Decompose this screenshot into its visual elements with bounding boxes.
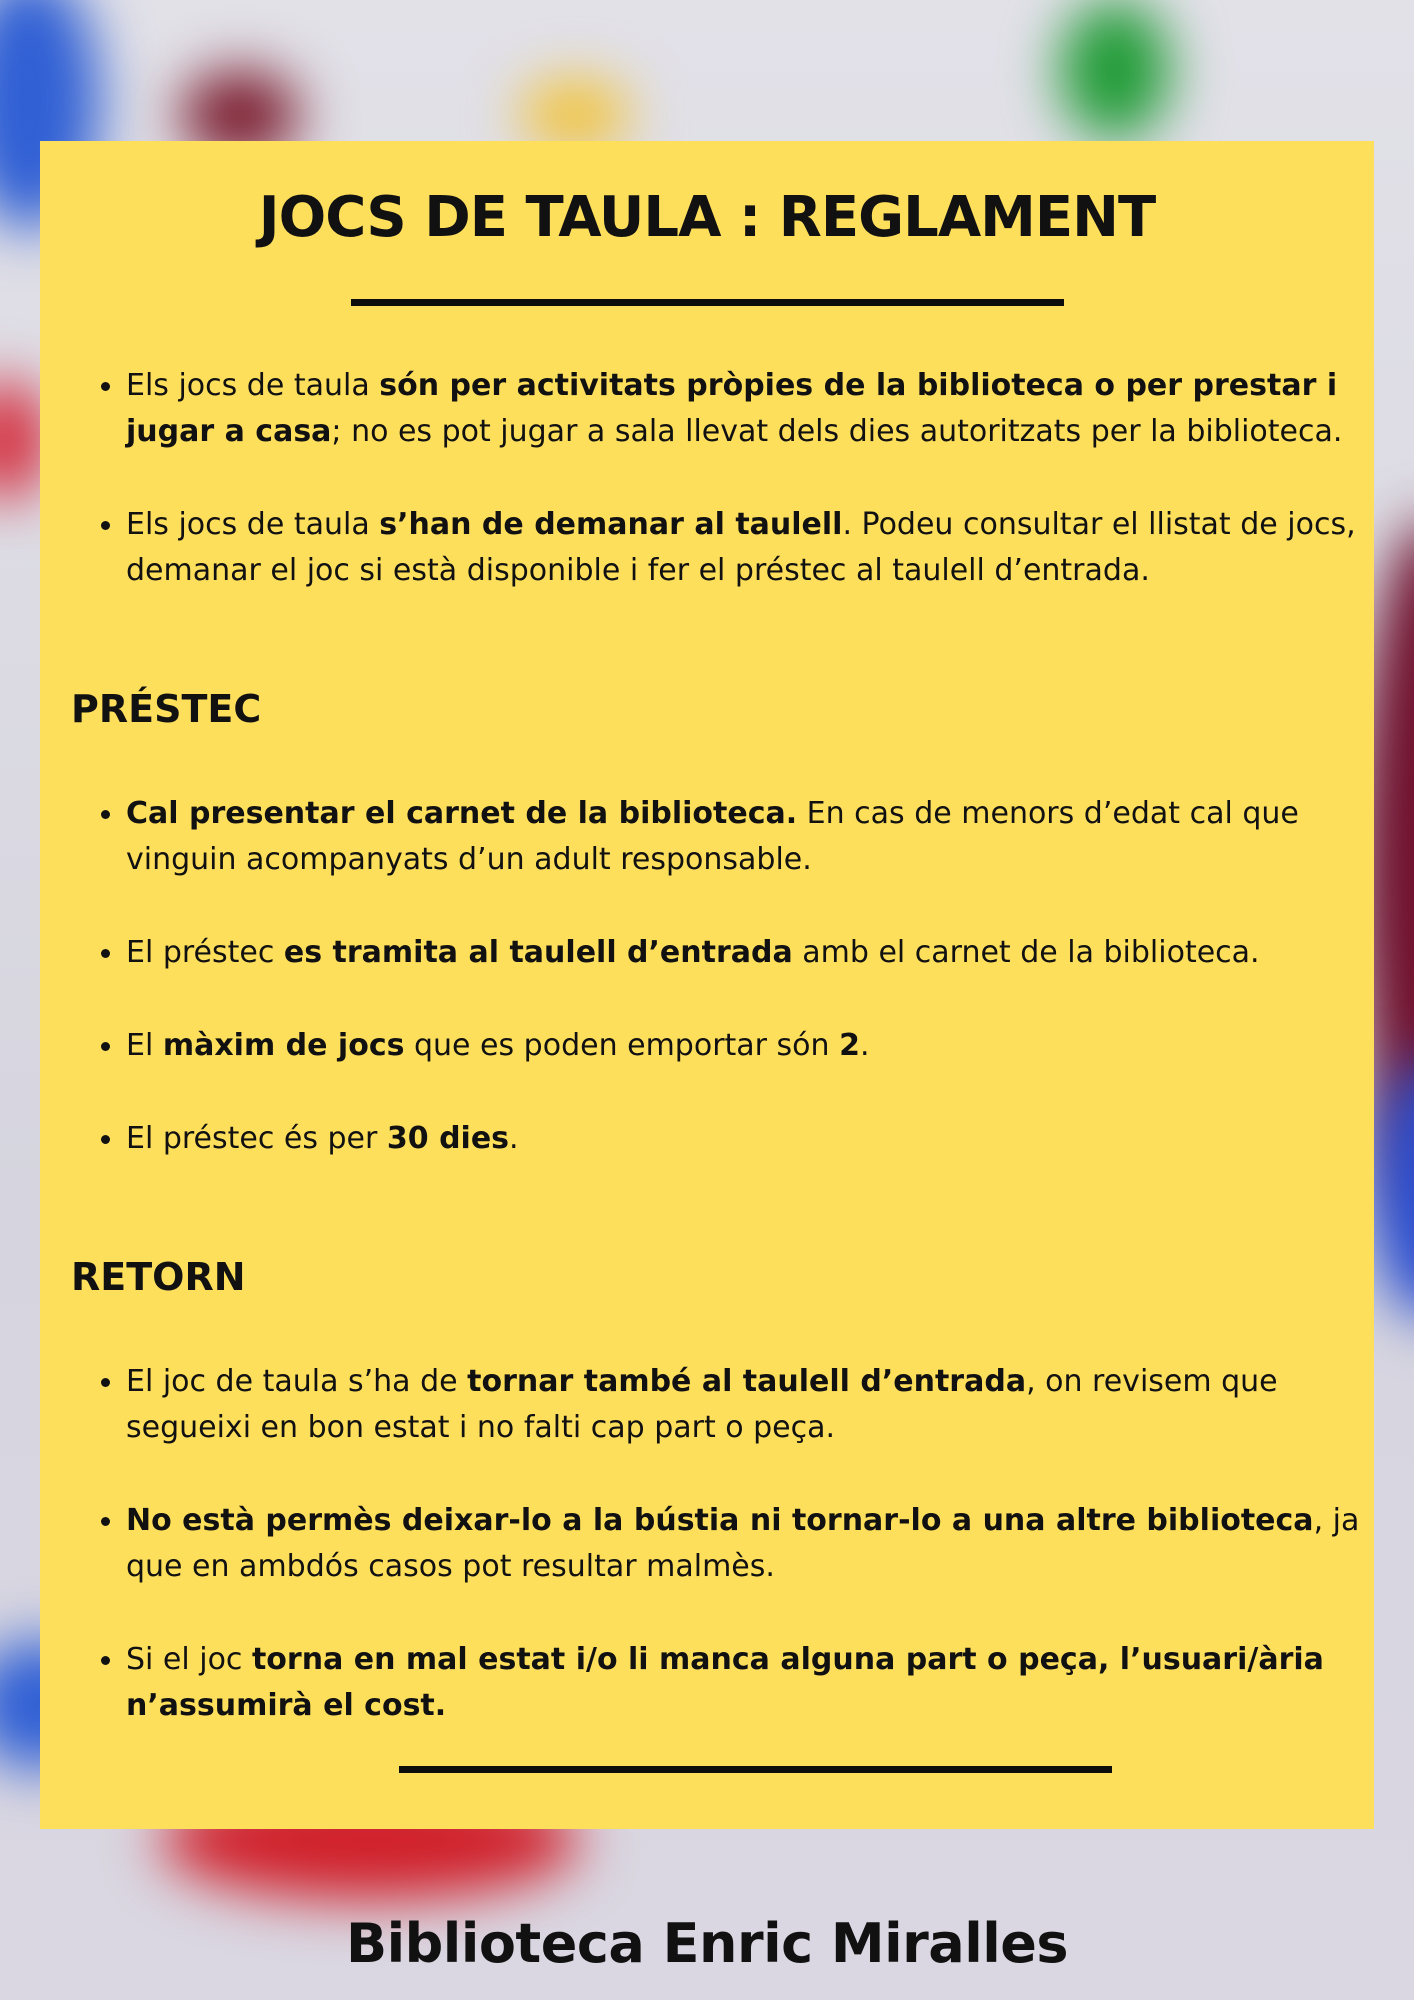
rule-text: , on revisem que segueixi en bon estat i no falti cap part o peça. [126, 1364, 1278, 1445]
rule-text: El préstec és per [126, 1121, 387, 1156]
rule-text: Els jocs de taula [126, 507, 380, 542]
rule-text: ; no es pot jugar a sala llevat dels dies autoritzats per la biblioteca. [331, 414, 1343, 449]
rule-item [96, 791, 1366, 883]
rule-item [96, 1116, 1366, 1162]
rule-text: . Podeu consultar el llistat de jocs, demanar el joc si està disponible i fer el préstec al taulell d’entrada. [126, 507, 1356, 588]
rule-text-bold: torna en mal estat i/o li manca alguna part o peça, l’usuari/ària n’assumirà el cost. [126, 1642, 1324, 1723]
rule-text: amb el carnet de la biblioteca. [792, 935, 1260, 970]
rule-item [96, 502, 1366, 594]
rule-text-bold: són per activitats pròpies de la biblioteca o per prestar i jugar a casa [126, 368, 1338, 449]
bottom-divider [399, 1766, 1112, 1773]
rule-text: Si el joc [126, 1642, 252, 1677]
retorn-heading: RETORN [71, 1255, 246, 1299]
prestec-rules-list [96, 791, 1366, 1209]
retorn-rules-list [96, 1359, 1366, 1776]
rule-text-bold: 2 [839, 1028, 860, 1063]
rule-text: En cas de menors d’edat cal que vinguin acompanyats d’un adult responsable. [126, 796, 1299, 877]
rule-item [96, 1023, 1366, 1069]
rule-text-bold: Cal presentar el carnet de la biblioteca. [126, 796, 798, 831]
prestec-heading: PRÉSTEC [71, 687, 262, 731]
rule-text: El préstec [126, 935, 284, 970]
rule-text-bold: No està permès deixar-lo a la bústia ni tornar-lo a una altre biblioteca [126, 1503, 1314, 1538]
yellow-pawn-blur [520, 80, 630, 150]
rules-panel [40, 141, 1374, 1829]
rule-item [96, 1498, 1366, 1590]
intro-rules-list [96, 363, 1366, 641]
rule-text: . [859, 1028, 870, 1063]
rule-text-bold: 30 dies [386, 1121, 510, 1156]
rule-text-bold: tornar també al taulell d’entrada [467, 1364, 1027, 1399]
rule-item [96, 1359, 1366, 1451]
rule-text-bold: es tramita al taulell d’entrada [283, 935, 793, 970]
page-title: JOCS DE TAULA : REGLAMENT [258, 185, 1156, 250]
rule-item [96, 363, 1366, 455]
rule-text-bold: màxim de jocs [162, 1028, 405, 1063]
green-pawn-blur [1060, 0, 1170, 140]
rule-item [96, 1637, 1366, 1729]
rule-text-bold: s’han de demanar al taulell [379, 507, 843, 542]
rule-text: El [126, 1028, 163, 1063]
rule-item [96, 930, 1366, 976]
rule-text: . [509, 1121, 519, 1156]
rule-text: que es poden emportar són [404, 1028, 840, 1063]
rule-text: , ja que en ambdós casos pot resultar malmès. [126, 1503, 1360, 1584]
rule-text: Els jocs de taula [126, 368, 380, 403]
library-name-footer: Biblioteca Enric Miralles [345, 1912, 1068, 1975]
rule-text: El joc de taula s’ha de [126, 1364, 468, 1399]
title-divider [351, 299, 1064, 306]
